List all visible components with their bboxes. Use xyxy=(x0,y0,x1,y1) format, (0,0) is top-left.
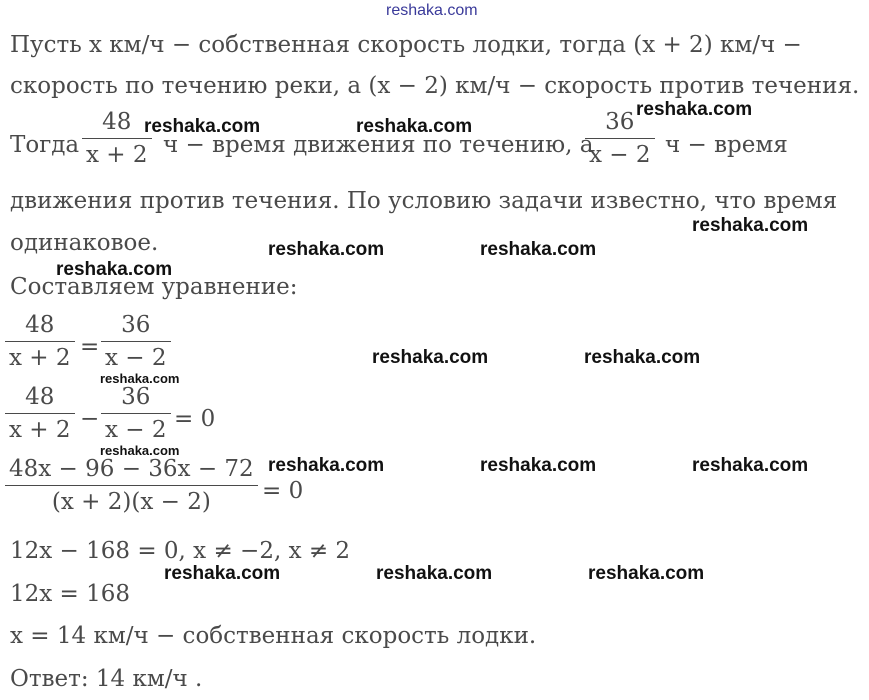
eq1-equals-sign: = xyxy=(80,334,100,360)
eq1-left-fraction xyxy=(5,311,75,372)
fraction-denominator: x − 2 xyxy=(105,417,167,443)
fraction-numerator: 48 xyxy=(102,109,132,135)
text-line-3-start: Тогда xyxy=(10,132,80,158)
fraction-bar xyxy=(5,341,75,342)
eq4-line: 12x − 168 = 0, x ≠ −2, x ≠ 2 xyxy=(10,538,351,564)
fraction-bar xyxy=(5,485,258,486)
watermark: reshaka.com xyxy=(588,563,705,584)
fraction-numerator: 48 xyxy=(25,384,55,410)
watermark: reshaka.com xyxy=(692,455,809,476)
eq3-equals-zero: = 0 xyxy=(262,478,304,504)
watermark: reshaka.com xyxy=(372,347,489,368)
text-line-5: одинаковое. xyxy=(10,230,159,256)
watermark: reshaka.com xyxy=(584,347,701,368)
eq2-right-fraction xyxy=(101,383,171,444)
fraction-denominator: x + 2 xyxy=(86,142,148,168)
fraction-denominator: x + 2 xyxy=(9,417,71,443)
watermark: reshaka.com xyxy=(356,116,473,137)
fraction-denominator: x + 2 xyxy=(9,345,71,371)
watermark: reshaka.com xyxy=(480,455,597,476)
fraction-bar xyxy=(5,413,75,414)
text-line-2: скорость по течению реки, а (x − 2) км/ч − скорость против течения. xyxy=(10,73,860,99)
answer-line: Ответ: 14 км/ч . xyxy=(10,666,203,692)
text-line-3-end: ч − время xyxy=(665,132,788,158)
eq2-left-fraction xyxy=(5,383,75,444)
fraction-bar xyxy=(101,341,171,342)
text-line-1: Пусть x км/ч − собственная скорость лодки, тогда (x + 2) км/ч − xyxy=(10,32,802,58)
watermark: reshaka.com xyxy=(692,215,809,236)
eq2-minus-sign: − xyxy=(80,406,100,432)
watermark: reshaka.com xyxy=(636,99,753,120)
text-line-3-middle: ч − время движения по течению, а xyxy=(163,132,594,158)
watermark: reshaka.com xyxy=(376,563,493,584)
text-line-4: движения против течения. По условию задачи известно, что время xyxy=(10,188,838,214)
watermark: reshaka.com xyxy=(268,239,385,260)
eq3-fraction xyxy=(5,455,258,516)
fraction-numerator: 36 xyxy=(121,312,151,338)
fraction-bar xyxy=(585,138,655,139)
watermark: reshaka.com xyxy=(268,455,385,476)
text-line-6: Составляем уравнение: xyxy=(10,274,298,300)
fraction-numerator: 48 xyxy=(25,312,55,338)
eq5-line: 12x = 168 xyxy=(10,581,131,607)
watermark: reshaka.com xyxy=(56,259,173,280)
eq1-right-fraction xyxy=(101,311,171,372)
fraction-numerator: 48x − 96 − 36x − 72 xyxy=(9,456,254,482)
watermark-small: reshaka.com xyxy=(100,371,180,386)
fraction-numerator: 36 xyxy=(605,109,635,135)
watermark: reshaka.com xyxy=(144,116,261,137)
fraction-denominator: x − 2 xyxy=(589,142,651,168)
watermark-small: reshaka.com xyxy=(100,443,180,458)
watermark: reshaka.com xyxy=(164,563,281,584)
fraction-denominator: (x + 2)(x − 2) xyxy=(51,489,211,515)
fraction-bar xyxy=(101,413,171,414)
fraction-numerator: 36 xyxy=(121,384,151,410)
fraction-48-over-x-plus-2 xyxy=(82,108,152,169)
fraction-bar xyxy=(82,138,152,139)
eq2-equals-zero: = 0 xyxy=(174,406,216,432)
fraction-denominator: x − 2 xyxy=(105,345,167,371)
watermark: reshaka.com xyxy=(480,239,597,260)
site-header-watermark: reshaka.com xyxy=(386,2,478,19)
eq6-line: x = 14 км/ч − собственная скорость лодки. xyxy=(10,623,537,649)
